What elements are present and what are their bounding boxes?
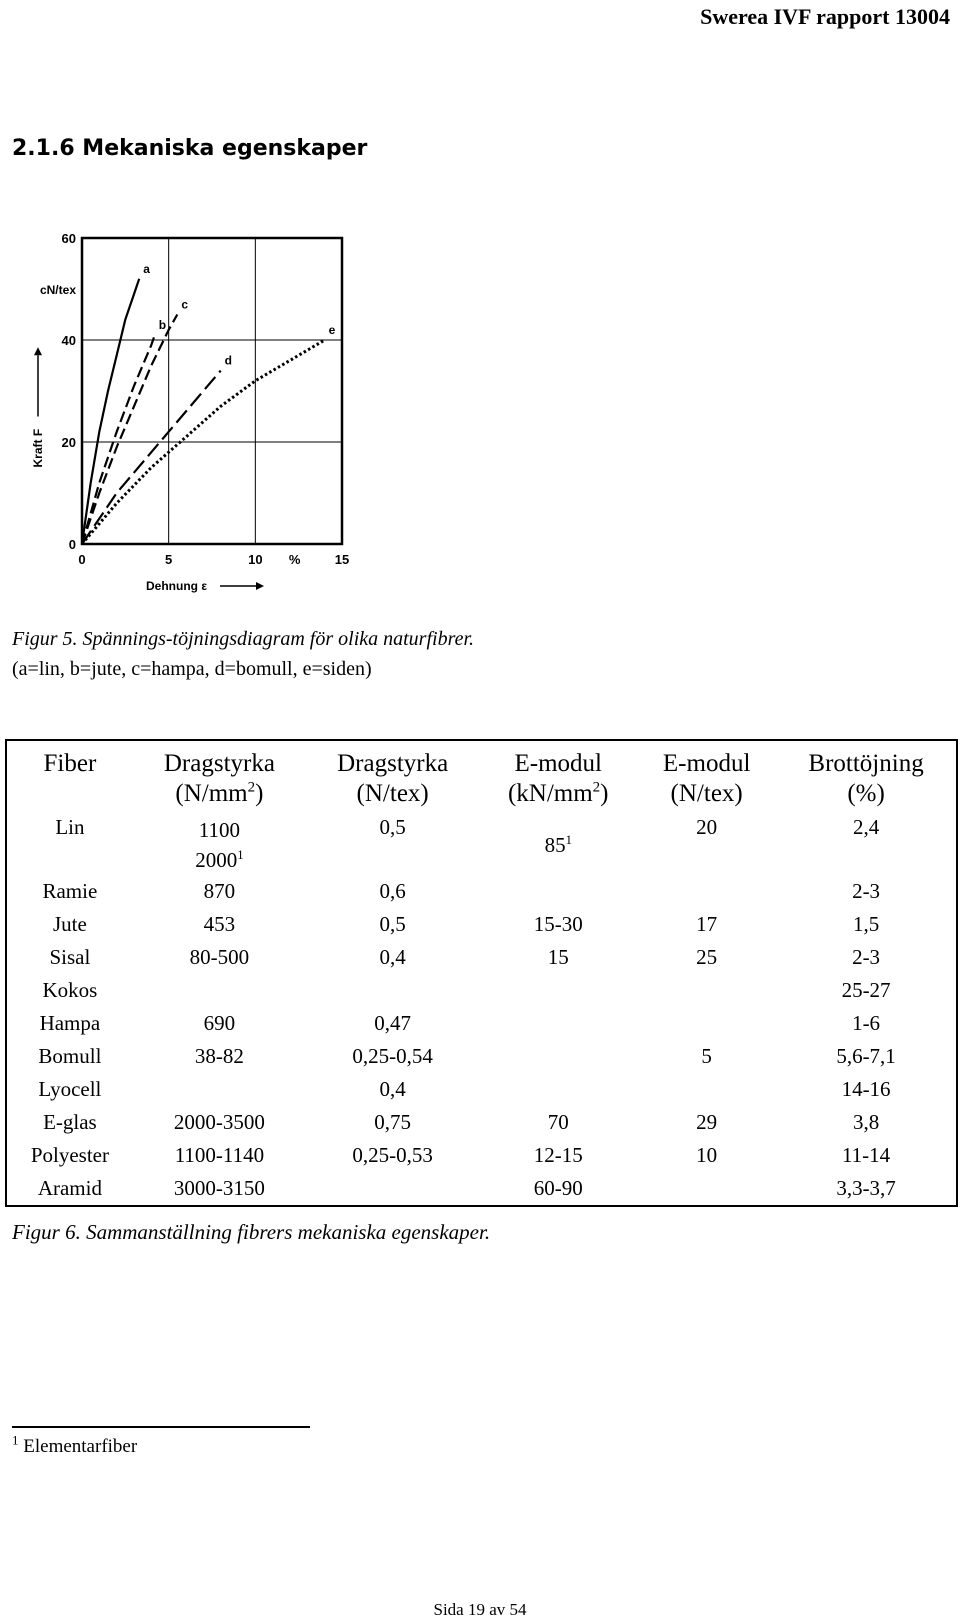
cell-drag-tex: 0,6 bbox=[379, 879, 406, 903]
cell-emod-kn: 70 bbox=[547, 1110, 569, 1134]
table-row bbox=[6, 1073, 957, 1106]
x-tick-label: 0 bbox=[78, 552, 86, 567]
header-unit-end: ) bbox=[255, 780, 264, 807]
cell-fiber: Jute bbox=[52, 912, 87, 936]
y-tick-label: 20 bbox=[61, 435, 76, 450]
cell-emod-tex: 10 bbox=[696, 1143, 718, 1167]
page-number: Sida 19 av 54 bbox=[433, 1600, 527, 1619]
header-line1: E-modul bbox=[514, 750, 602, 777]
cell-emod-kn bbox=[479, 875, 637, 908]
footnote-marker: 1 bbox=[12, 1432, 19, 1448]
cell-drag-mm: 453 bbox=[203, 912, 236, 936]
report-header: Swerea IVF rapport 13004 bbox=[700, 4, 950, 29]
cell-emod-kn: 12-15 bbox=[533, 1143, 583, 1167]
series-label-b: b bbox=[158, 317, 167, 332]
header-emod-kn bbox=[479, 740, 637, 815]
header-line1: Dragstyrka bbox=[337, 750, 449, 777]
cell-emod-kn bbox=[479, 815, 637, 875]
cell-drag-mm: 870 bbox=[203, 879, 236, 903]
table-row-lin bbox=[6, 815, 957, 875]
cell-brott: 11-14 bbox=[841, 1143, 891, 1167]
table-row bbox=[6, 1139, 957, 1172]
cell-emod-kn bbox=[479, 1007, 637, 1040]
footnote-divider bbox=[12, 1426, 310, 1428]
table-row bbox=[6, 1106, 957, 1139]
header-brott bbox=[776, 740, 957, 815]
cell-fiber: Hampa bbox=[39, 1011, 101, 1035]
cell-emod-kn: 60-90 bbox=[533, 1176, 583, 1200]
lin-drag-mm-2-value: 2000 bbox=[195, 848, 238, 872]
header-drag-tex bbox=[306, 740, 479, 815]
cell-brott: 2,4 bbox=[852, 815, 880, 839]
cell-emod-tex: 17 bbox=[696, 912, 718, 936]
cell-fiber: E-glas bbox=[43, 1110, 97, 1134]
figure5-caption-line1: Figur 5. Spännings-töjningsdiagram för olika naturfibrer. bbox=[12, 628, 475, 650]
cell-brott: 2-3 bbox=[852, 945, 881, 969]
cell-fiber: Bomull bbox=[38, 1044, 102, 1068]
cell-fiber: Sisal bbox=[49, 945, 91, 969]
table-row bbox=[6, 1040, 957, 1073]
series-line-c bbox=[82, 315, 177, 545]
series-line-a bbox=[82, 279, 139, 544]
x-tick-label: 5 bbox=[165, 552, 173, 567]
cell-drag-mm bbox=[133, 1073, 306, 1106]
cell-emod-tex bbox=[637, 974, 776, 1007]
cell-emod-kn: 15 bbox=[547, 945, 569, 969]
header-unit: (%) bbox=[847, 780, 885, 807]
cell-drag-mm: 38-82 bbox=[194, 1044, 244, 1068]
header-unit: (N/mm bbox=[175, 780, 248, 807]
series-label-e: e bbox=[328, 323, 336, 337]
x-axis-arrowhead bbox=[256, 582, 264, 590]
cell-drag-tex: 0,75 bbox=[374, 1110, 412, 1134]
header-drag-mm bbox=[133, 740, 306, 815]
chart-svg bbox=[20, 225, 380, 625]
header-unit-exponent: 2 bbox=[592, 779, 601, 796]
section-title: 2.1.6 Mekaniska egenskaper bbox=[12, 136, 368, 161]
cell-emod-tex bbox=[637, 1073, 776, 1106]
header-emod-tex bbox=[637, 740, 776, 815]
footnote-text: Elementarfiber bbox=[23, 1436, 138, 1457]
cell-drag-tex bbox=[306, 1172, 479, 1206]
cell-drag-tex: 0,25-0,53 bbox=[352, 1143, 433, 1167]
table-row bbox=[6, 974, 957, 1007]
cell-fiber: Lyocell bbox=[38, 1077, 102, 1101]
lin-emod-kn-2 bbox=[483, 830, 633, 860]
cell-emod-tex bbox=[637, 1007, 776, 1040]
cell-emod-tex bbox=[637, 875, 776, 908]
header-line2 bbox=[310, 779, 475, 809]
cell-fiber: Aramid bbox=[37, 1176, 102, 1200]
header-fiber bbox=[6, 740, 133, 815]
header-line1: Fiber bbox=[43, 750, 97, 777]
header-unit: (kN/mm bbox=[507, 780, 593, 807]
cell-emod-kn: 15-30 bbox=[533, 912, 583, 936]
y-tick-label: 0 bbox=[68, 537, 76, 552]
chart-series bbox=[82, 279, 325, 544]
x-tick-label: 10 bbox=[248, 552, 263, 567]
cell-drag-mm: 80-500 bbox=[189, 945, 250, 969]
cell-fiber: Kokos bbox=[42, 978, 98, 1002]
cell-emod-tex bbox=[637, 1172, 776, 1206]
cell-drag-tex: 0,5 bbox=[379, 815, 406, 839]
cell-drag-tex: 0,25-0,54 bbox=[352, 1044, 433, 1068]
cell-brott: 3,3-3,7 bbox=[836, 1176, 896, 1200]
header-line1: Brottöjning bbox=[808, 750, 924, 777]
cell-brott: 1-6 bbox=[852, 1011, 881, 1035]
table-header-row bbox=[6, 740, 957, 815]
table-row bbox=[6, 1007, 957, 1040]
cell-brott: 1,5 bbox=[852, 912, 880, 936]
cell-drag-mm: 3000-3150 bbox=[173, 1176, 265, 1200]
cell-brott: 2-3 bbox=[852, 879, 881, 903]
fiber-properties-table bbox=[5, 739, 958, 1207]
figure6-caption: Figur 6. Sammanställning fibrers mekaniska egenskaper. bbox=[12, 1220, 491, 1244]
footnote-ref: 1 bbox=[565, 833, 572, 847]
series-label-a: a bbox=[143, 261, 150, 276]
table-row bbox=[6, 875, 957, 908]
cell-drag-mm: 690 bbox=[203, 1011, 236, 1035]
cell-brott: 3,8 bbox=[852, 1110, 880, 1134]
cell-emod-tex: 29 bbox=[696, 1110, 718, 1134]
cell-drag-mm bbox=[133, 974, 306, 1007]
cell-fiber: Lin bbox=[55, 815, 85, 839]
series-label-c: c bbox=[181, 297, 189, 312]
cell-emod-tex: 25 bbox=[696, 945, 718, 969]
table-row bbox=[6, 941, 957, 974]
figure5-caption-line2: (a=lin, b=jute, c=hampa, d=bomull, e=siden) bbox=[12, 658, 372, 680]
x-tick-label: 15 bbox=[334, 552, 350, 567]
cell-fiber: Ramie bbox=[42, 879, 98, 903]
cell-emod-tex: 20 bbox=[696, 815, 718, 839]
header-unit-end: ) bbox=[600, 780, 609, 807]
cell-brott: 25-27 bbox=[841, 978, 891, 1002]
header-line2 bbox=[780, 779, 952, 809]
header-line1: Dragstyrka bbox=[163, 750, 275, 777]
cell-drag-mm: 1100-1140 bbox=[174, 1143, 265, 1167]
cell-drag-tex bbox=[306, 974, 479, 1007]
cell-emod-kn bbox=[479, 1040, 637, 1073]
cell-drag-mm bbox=[133, 815, 306, 875]
cell-emod-kn bbox=[479, 1073, 637, 1106]
x-axis-label: Dehnung ε bbox=[146, 579, 208, 593]
table-row bbox=[6, 908, 957, 941]
header-line1: E-modul bbox=[662, 750, 751, 777]
cell-emod-tex: 5 bbox=[701, 1044, 712, 1068]
figure5-caption bbox=[12, 624, 474, 684]
cell-brott: 5,6-7,1 bbox=[836, 1044, 896, 1068]
cell-drag-tex: 0,4 bbox=[379, 1077, 406, 1101]
y-tick-label: 60 bbox=[61, 231, 76, 246]
y-axis-arrowhead bbox=[34, 347, 42, 355]
cell-drag-mm: 2000-3500 bbox=[173, 1110, 265, 1134]
header-line2 bbox=[483, 779, 633, 809]
header-unit-exponent: 2 bbox=[247, 779, 256, 796]
chart-labels bbox=[31, 231, 349, 593]
header-line2 bbox=[641, 779, 772, 809]
cell-brott: 14-16 bbox=[841, 1077, 891, 1101]
table-row bbox=[6, 1172, 957, 1206]
stress-strain-chart bbox=[20, 225, 380, 625]
cell-emod-kn bbox=[479, 974, 637, 1007]
y-unit-label: cN/tex bbox=[39, 283, 76, 297]
y-tick-label: 40 bbox=[61, 333, 76, 348]
lin-drag-mm-1: 1100 bbox=[198, 818, 241, 842]
cell-fiber: Polyester bbox=[30, 1143, 109, 1167]
header-unit: (N/tex) bbox=[356, 780, 429, 807]
cell-drag-tex: 0,47 bbox=[374, 1011, 412, 1035]
footnote-ref: 1 bbox=[237, 848, 244, 862]
header-line2 bbox=[137, 779, 302, 809]
footnote bbox=[12, 1432, 138, 1458]
y-axis-label: Kraft F bbox=[31, 428, 45, 468]
series-label-d: d bbox=[224, 353, 233, 368]
header-unit: (N/tex) bbox=[670, 780, 743, 807]
lin-drag-mm-2 bbox=[137, 845, 302, 875]
series-line-d bbox=[82, 371, 221, 544]
x-unit-label: % bbox=[288, 552, 301, 567]
cell-drag-tex: 0,4 bbox=[379, 945, 406, 969]
cell-drag-tex: 0,5 bbox=[379, 912, 406, 936]
lin-emod-kn-2-value: 85 bbox=[544, 833, 566, 857]
